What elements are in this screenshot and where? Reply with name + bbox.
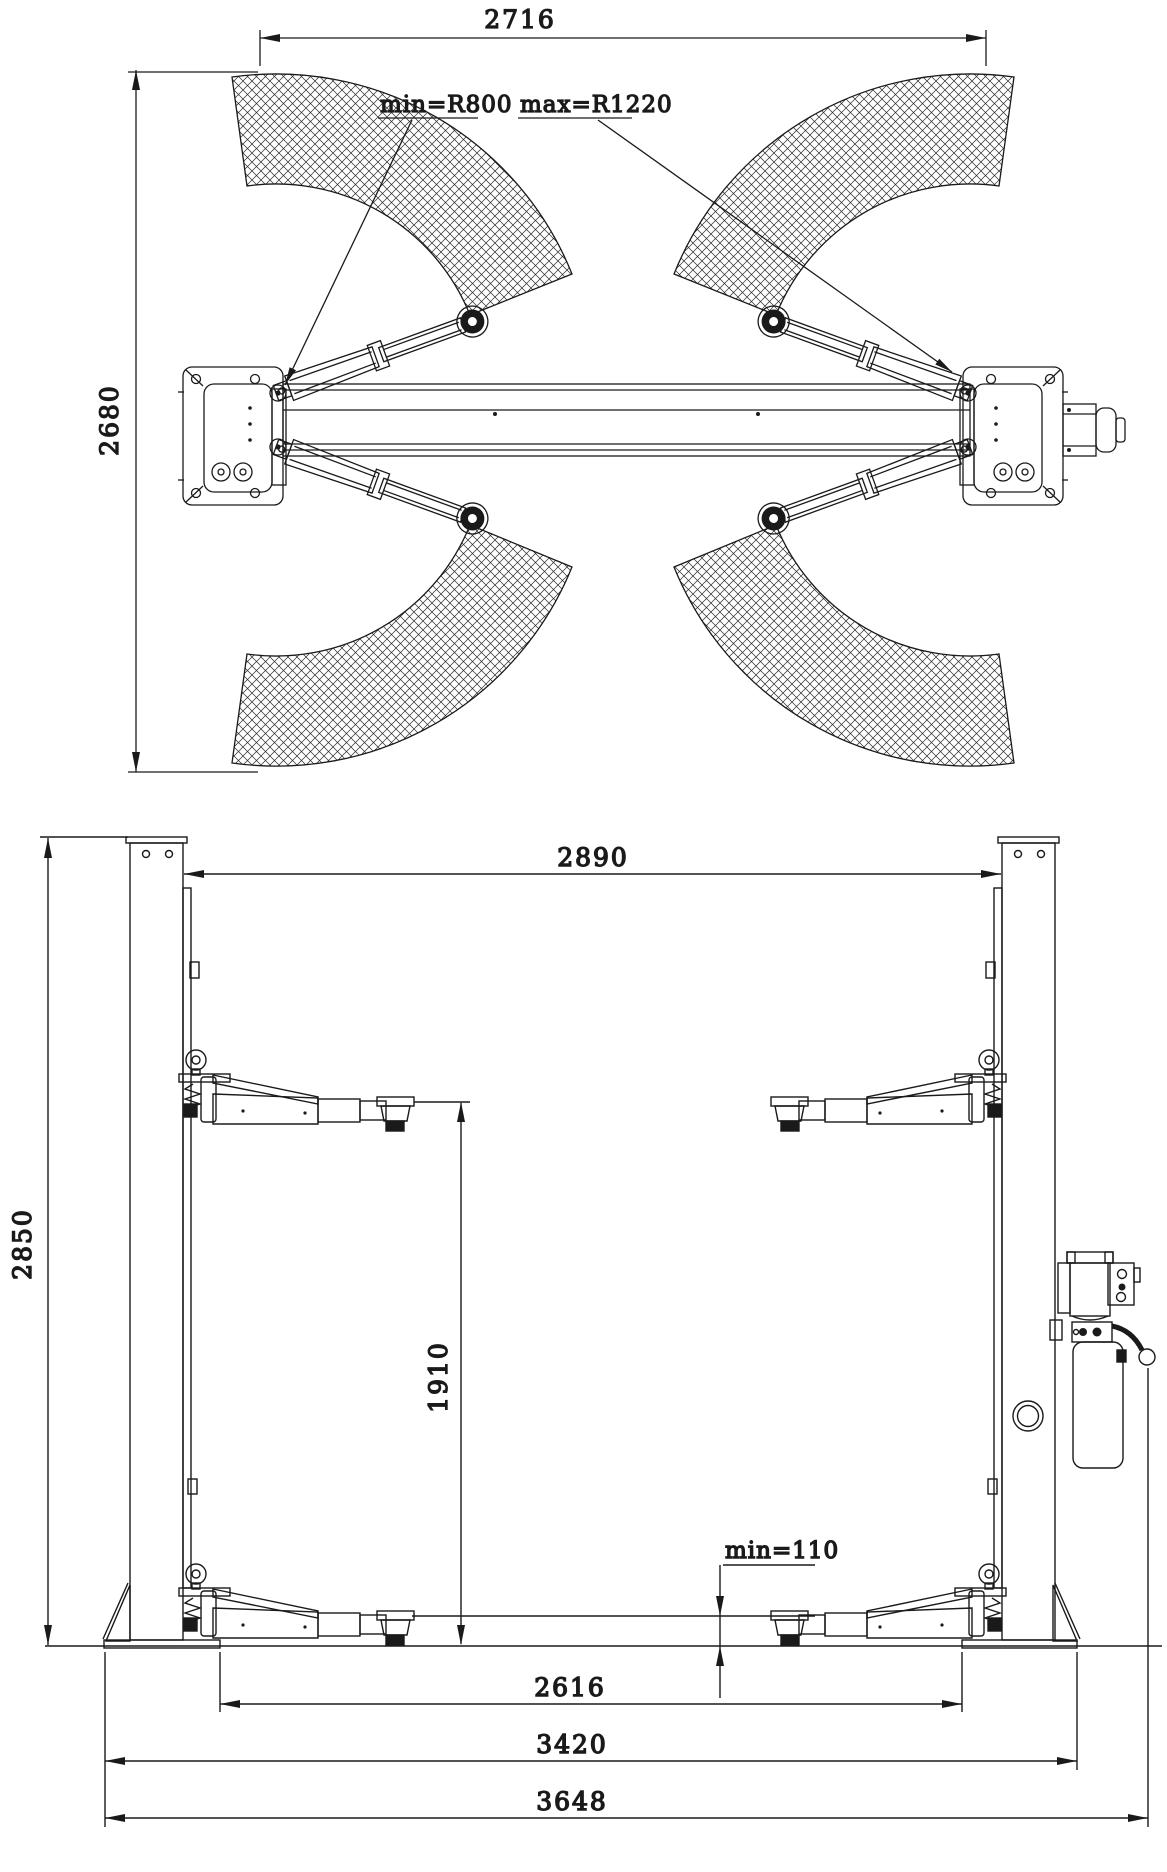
arm-front-right-lowered <box>771 1564 1006 1645</box>
left-baseplate-top <box>178 367 286 505</box>
dimension-min-pad-height <box>716 1538 839 1698</box>
top-view <box>95 5 1125 772</box>
arm-top-upper-left <box>271 302 493 408</box>
oil-tank <box>1073 1342 1123 1468</box>
arm-top-upper-right <box>754 302 976 408</box>
left-carriage-rail <box>183 888 191 1588</box>
label-min-110: min=110 <box>725 1538 840 1564</box>
release-handle <box>1112 1326 1142 1350</box>
arm-top-lower-right <box>754 432 976 538</box>
dim-text-1910: 1910 <box>424 1341 453 1413</box>
dim-text-3648: 3648 <box>536 1787 608 1816</box>
dim-text-3420: 3420 <box>536 1730 608 1759</box>
dimension-between-posts <box>184 843 1001 878</box>
right-carriage-rail <box>994 888 1002 1588</box>
dim-text-2850: 2850 <box>8 1208 37 1280</box>
arm-front-right-raised <box>771 1050 1006 1131</box>
label-min-r800: min=R800 <box>380 92 513 118</box>
dimension-top-depth <box>95 70 258 772</box>
right-baseplate-top <box>960 367 1068 505</box>
power-unit-top <box>1063 404 1125 456</box>
right-post <box>986 837 1059 1640</box>
dimension-inner-baseplate-span <box>220 1652 962 1712</box>
label-max-r1220: max=R1220 <box>520 92 673 118</box>
front-view <box>8 837 1162 1827</box>
hatch-sector-lower-right <box>674 525 1014 766</box>
dim-text-2716: 2716 <box>484 5 556 34</box>
dimension-lift-height <box>424 1102 465 1645</box>
dimension-overall-width <box>105 1368 1148 1827</box>
arm-top-lower-left <box>271 432 493 538</box>
dim-text-2890: 2890 <box>557 843 629 872</box>
hatch-sector-lower-left <box>232 525 572 766</box>
power-unit-front <box>1013 1252 1155 1468</box>
arm-front-left-raised <box>179 1050 414 1131</box>
dim-text-2680: 2680 <box>95 384 124 456</box>
swing-envelope-hatch <box>232 74 1014 766</box>
dim-text-2616: 2616 <box>534 1673 606 1702</box>
left-baseplate-front <box>103 1583 220 1648</box>
dimension-overall-height <box>8 837 128 1645</box>
hatch-sector-upper-right <box>674 74 1014 315</box>
left-post <box>126 837 199 1640</box>
floor-beam <box>283 384 970 456</box>
dimension-top-width <box>260 5 986 66</box>
motor <box>1070 1263 1110 1316</box>
arm-front-left-lowered <box>179 1564 414 1645</box>
right-baseplate-front <box>962 1583 1080 1648</box>
